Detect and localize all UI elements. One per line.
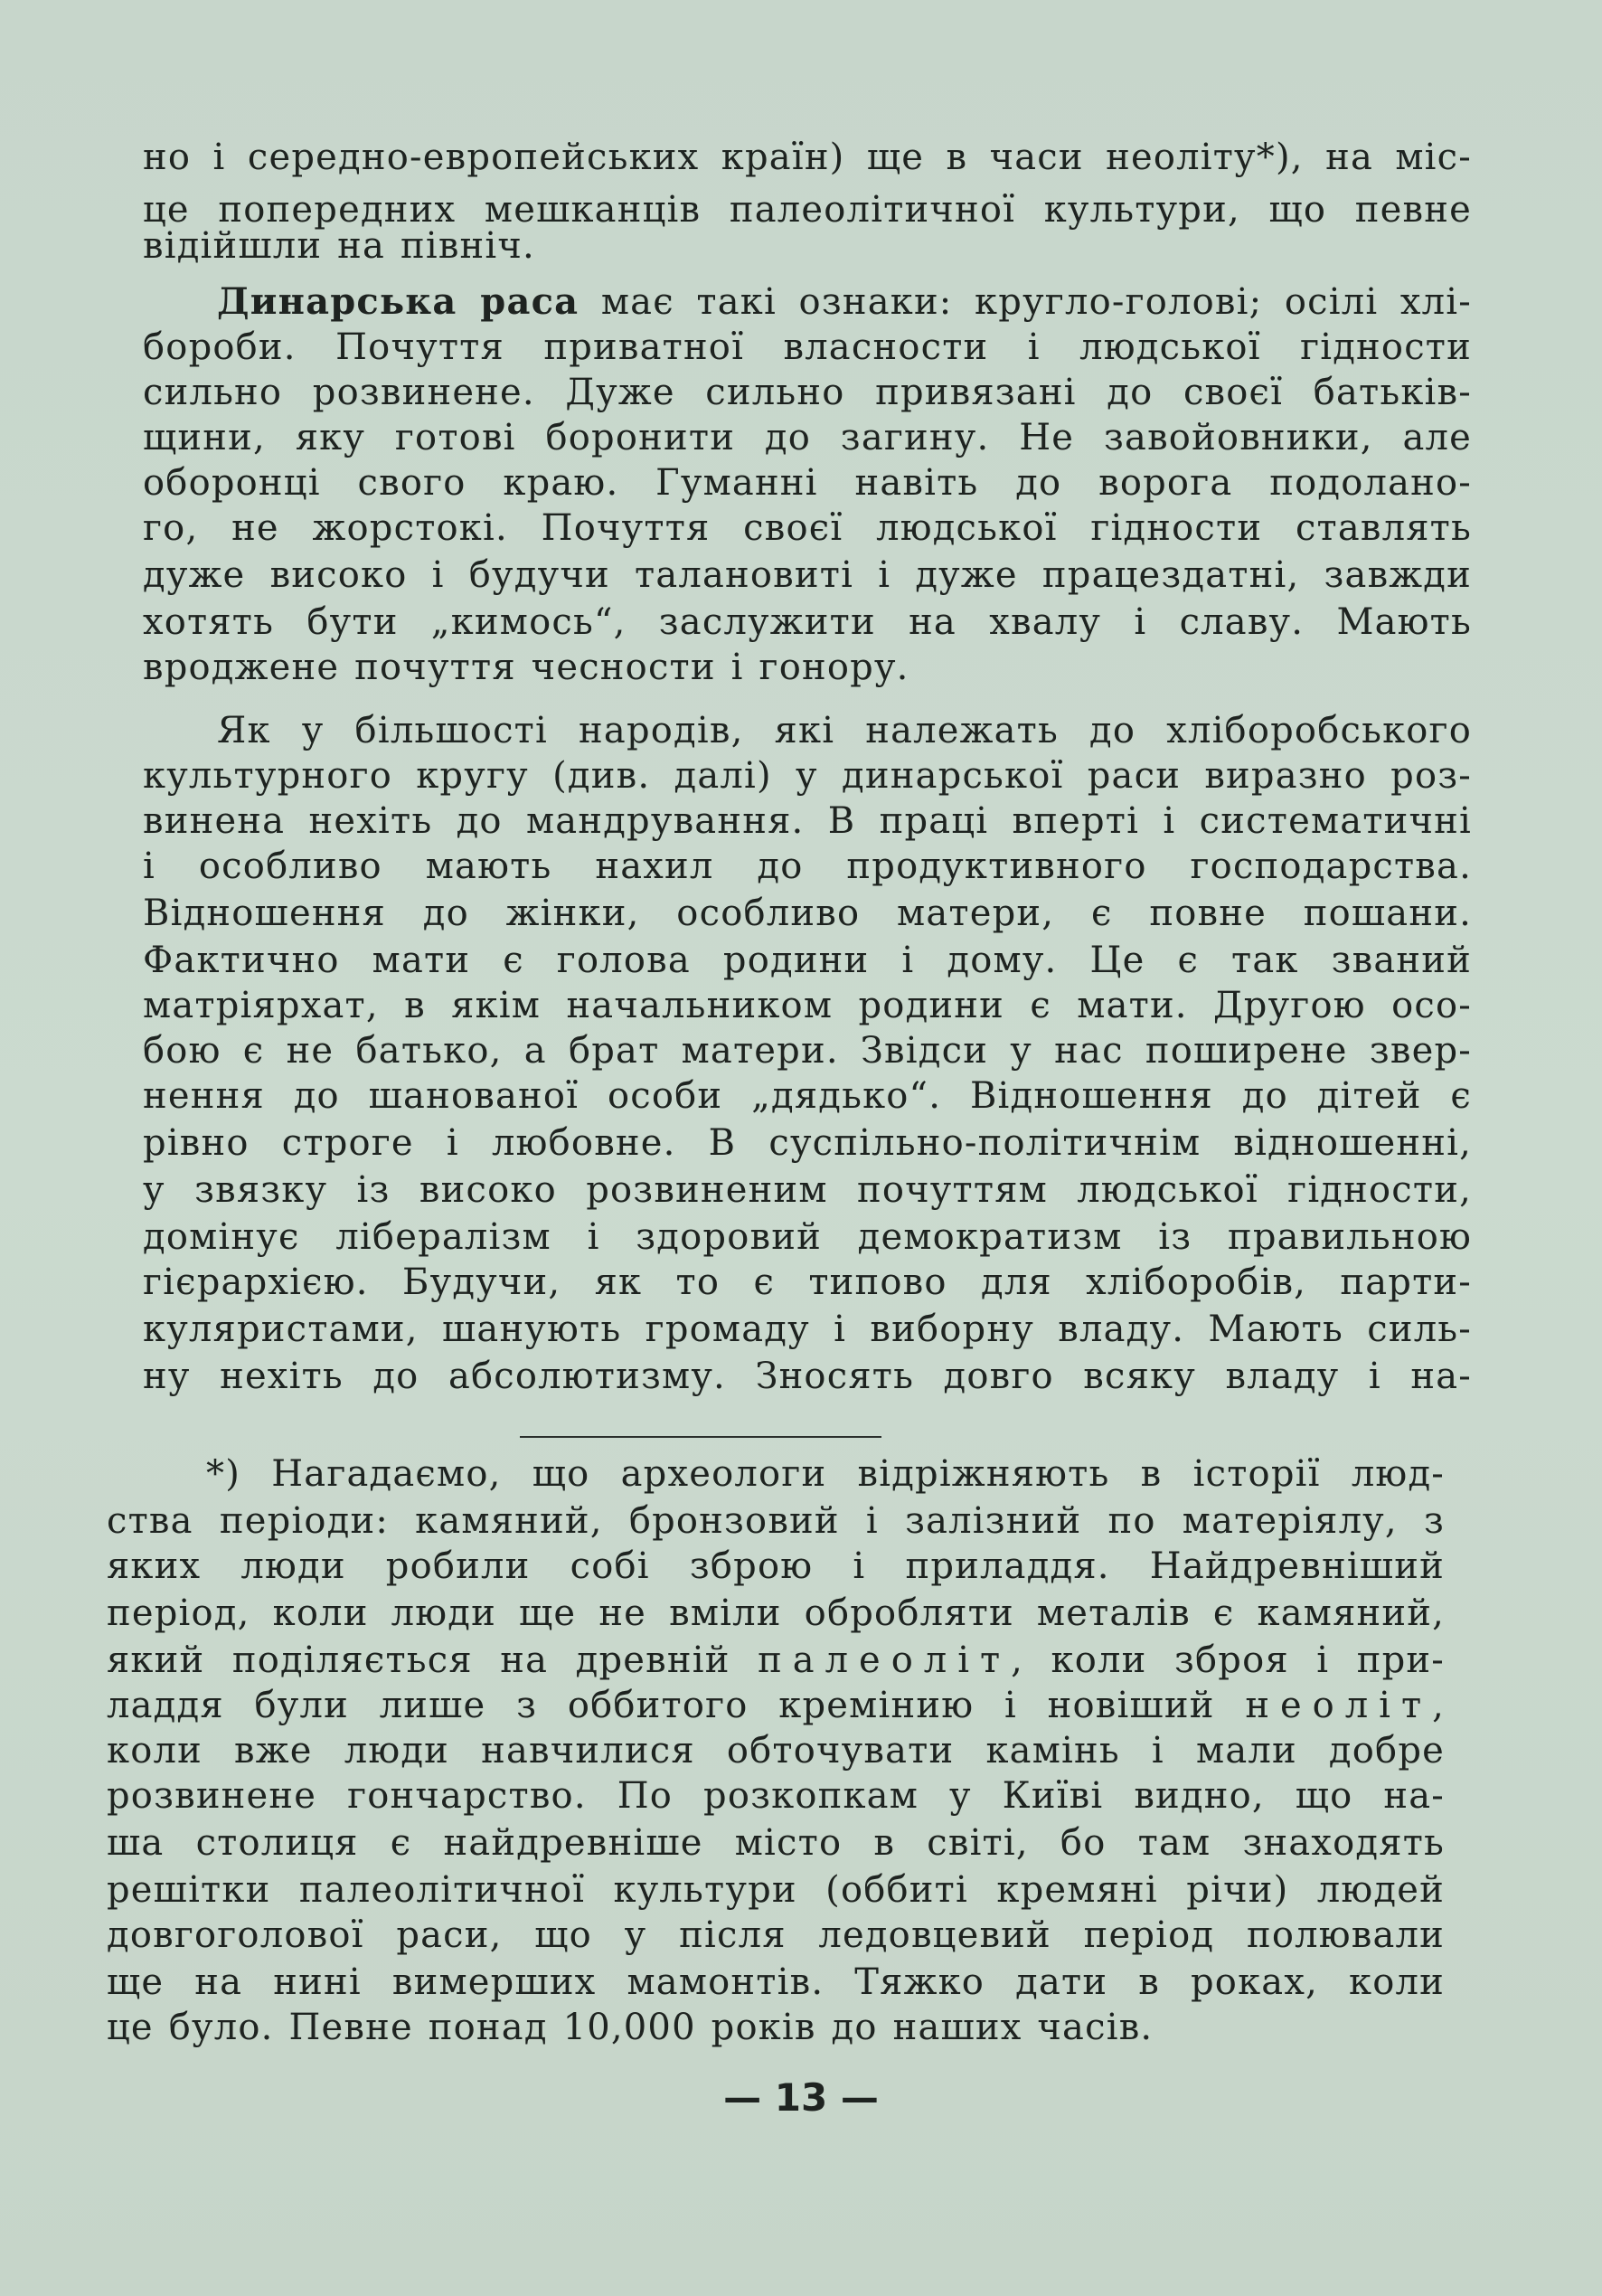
text-line: культурного кругу (див. далі) у динарської раси виразно роз-: [143, 755, 1472, 797]
text-fragment: ладдя були лише з оббитого кремінию і новіший: [107, 1685, 1215, 1726]
term-paleolith: палеоліт: [758, 1639, 1012, 1681]
text-fragment: має такі ознаки: кругло-голові; осілі хлі-: [579, 281, 1473, 323]
text-line: сильно розвинене. Дуже сильно привязані до своєї батьків-: [143, 372, 1472, 413]
text-line: оборонці свого краю. Гуманні навіть до ворога подолано-: [143, 462, 1472, 504]
footnote-line: *) Нагадаємо, що археологи відріжняють в історії люд-: [206, 1453, 1445, 1495]
term-dinaric-race: Динарська раса: [217, 280, 580, 323]
footnote-line: ще на нині вимерших мамонтів. Тяжко дати в роках, коли: [107, 1961, 1445, 2003]
text-fragment: який поділяється на древній: [107, 1639, 730, 1681]
term-neolith: неоліт: [1245, 1685, 1433, 1726]
footnote-divider: [520, 1436, 881, 1438]
text-line: го, не жорстокі. Почуття своєї людської гідности ставлять: [143, 507, 1472, 549]
page-number: — 13 —: [723, 2075, 879, 2120]
text-line: хотять бути „кимось“, заслужити на хвалу і славу. Мають: [143, 601, 1472, 643]
text-line: Відношення до жінки, особливо матери, є повне пошани.: [143, 893, 1472, 934]
text-line: ну нехіть до абсолютизму. Зносять довго всяку владу і на-: [143, 1356, 1472, 1397]
footnote-line: ша столиця є найдревніше місто в світі, бо там знаходять: [107, 1822, 1445, 1864]
footnote-line: розвинене гончарство. По розкопкам у Київі видно, що на-: [107, 1775, 1445, 1817]
text-fragment: , коли зброя і при-: [1011, 1639, 1446, 1681]
footnote-line: довгоголової раси, що у після ледовцевий період полювали: [107, 1914, 1445, 1956]
text-line: вроджене почуття чесности і гонору.: [143, 647, 909, 688]
text-line: матріярхат, в якім начальником родини є мати. Другою осо-: [143, 985, 1472, 1026]
text-line: домінує лібералізм і здоровий демократизм із правильною: [143, 1216, 1472, 1258]
footnote-line: ства періоди: камяний, бронзовий і залізний по матеріялу, з: [107, 1500, 1445, 1542]
text-line: це попередних мешканців палеолітичної культури, що певне: [143, 189, 1472, 231]
text-line: відійшли на північ.: [143, 225, 535, 267]
text-line: і особливо мають нахил до продуктивного господарства.: [143, 846, 1472, 887]
text-line: бороби. Почуття приватної власности і людської гідности: [143, 326, 1472, 368]
footnote-line: період, коли люди ще не вміли обробляти металів є камяний,: [107, 1592, 1445, 1634]
text-line: винена нехіть до мандрування. В праці вперті і систематичні: [143, 800, 1472, 842]
text-line: гієрархією. Будучи, як то є типово для хліборобів, парти-: [143, 1261, 1472, 1303]
text-line: дуже високо і будучи талановиті і дуже працездатні, завжди: [143, 554, 1472, 596]
text-line: бою є не батько, а брат матери. Звідси у нас поширене звер-: [143, 1030, 1472, 1072]
footnote-line: коли вже люди навчилися обточувати камінь і мали добре: [107, 1730, 1445, 1772]
paragraph-start-line: [217, 280, 1472, 324]
text-line: Фактично мати є голова родини і дому. Це є так званий: [143, 940, 1472, 981]
footnote-line: це було. Певне понад 10,000 років до наших часів.: [107, 2007, 1154, 2048]
text-line: у звязку із високо розвиненим почуттям людської гідности,: [143, 1169, 1472, 1211]
text-fragment: ,: [1432, 1685, 1445, 1726]
text-line: куляристами, шанують громаду і виборну владу. Мають силь-: [143, 1309, 1472, 1350]
footnote-line: яких люди робили собі зброю і приладдя. Найдревніший: [107, 1545, 1445, 1587]
paragraph-start-line: Як у більшості народів, які належать до хліборобського: [217, 710, 1472, 751]
text-line: щини, яку готові боронити до загину. Не завойовники, але: [143, 417, 1472, 458]
footnote-line: решітки палеолітичної культури (оббиті кремяні річи) людей: [107, 1869, 1445, 1911]
footnote-line: [107, 1639, 1445, 1682]
text-line: нення до шанованої особи „дядько“. Відношення до дітей є: [143, 1075, 1472, 1117]
text-line: но і середно-европейських країн) ще в часи неоліту*), на міс-: [143, 137, 1472, 178]
footnote-line: [107, 1684, 1445, 1727]
text-line: рівно строге і любовне. В суспільно-політичнім відношенні,: [143, 1122, 1472, 1164]
